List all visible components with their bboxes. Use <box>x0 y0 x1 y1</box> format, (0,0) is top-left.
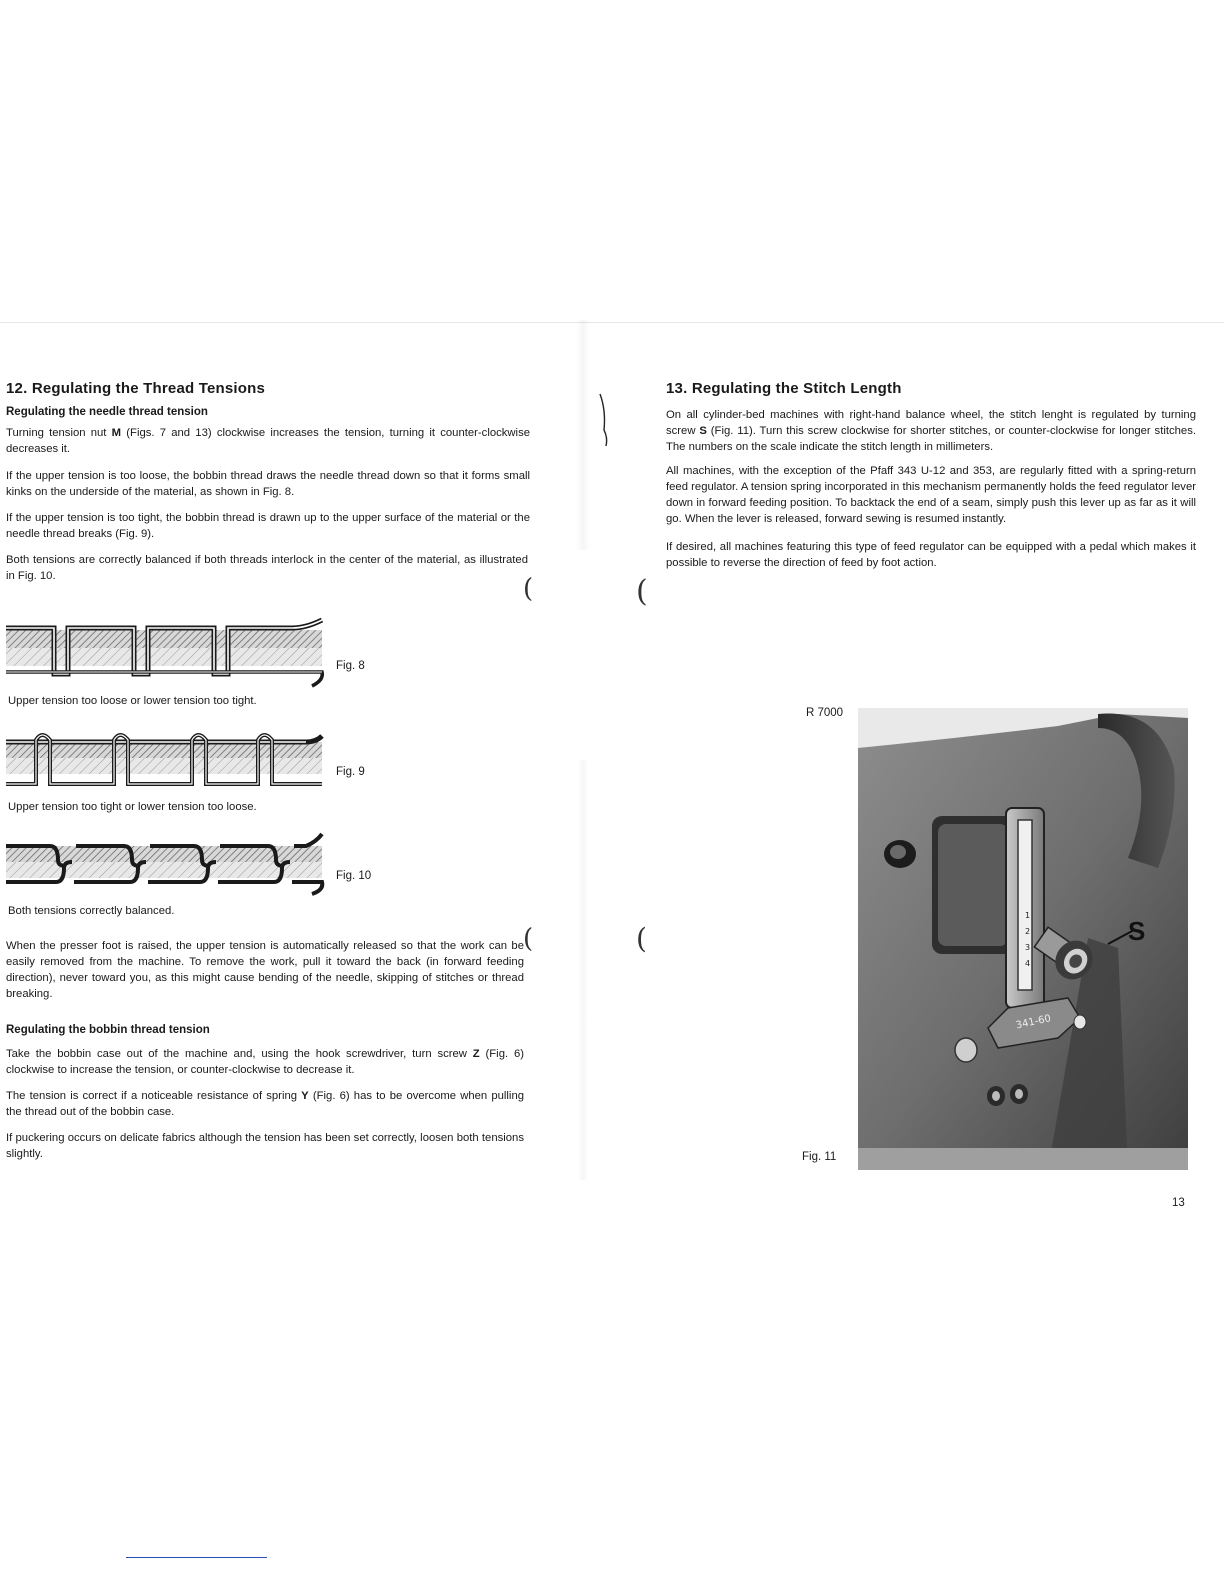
fig8-caption: Upper tension too loose or lower tension too tight. <box>8 695 257 707</box>
paragraph-upper-tight: If the upper tension is too tight, the bobbin thread is drawn up to the upper surface of the material or the needle thread breaks (Fig. 9). <box>6 512 530 540</box>
paragraph-puckering: If puckering occurs on delicate fabrics although the tension has been set correctly, loosen both tensions slightly. <box>6 1132 524 1160</box>
fig9-caption: Upper tension too tight or lower tension too loose. <box>8 801 257 813</box>
fig9-stitch-diagram <box>6 728 328 794</box>
paragraph-tension-nut: Turning tension nut M (Figs. 7 and 13) clockwise increases the tension, turning it counter-clockwise decreases it. <box>6 427 531 455</box>
fig9-label: Fig. 9 <box>336 766 365 778</box>
plate-number: 341-60 <box>1015 1013 1052 1032</box>
paragraph-feed-regulator: All machines, with the exception of the Pfaff 343 U-12 and 353, are regularly fitted with a spring-return feed regulator. A tension spring incorporated in this mechanism permanently holds the feed regulator lever down in forward feeding position. To backtack the end of a seam, simply push this lever up as far as it will go. When the lever is released, forward sewing is resumed instantly. <box>666 465 1196 525</box>
paragraph-upper-loose: If the upper tension is too loose, the bobbin thread draws the needle thread down so that it forms small kinks on the underside of the material, as shown in Fig. 8. <box>6 470 530 498</box>
right-page <box>666 380 1196 571</box>
left-section-title: 12. Regulating the Thread Tensions <box>6 380 266 397</box>
needle-tension-heading: Regulating the needle thread tension <box>6 406 208 418</box>
scale-number-3: 3 <box>1025 943 1031 952</box>
fig8-stitch-diagram <box>6 614 328 690</box>
scale-number-2: 2 <box>1025 927 1031 936</box>
photo-reference: R 7000 <box>806 707 844 719</box>
fig10-caption: Both tensions correctly balanced. <box>8 905 175 917</box>
scale-number-1: 1 <box>1025 911 1031 920</box>
paragraph-presser-foot: When the presser foot is raised, the upper tension is automatically released so that the work can be easily removed from the machine. To remove the work, pull it toward the back (in forward feeding direction), never toward you, as this might cause bending of the needle, skipping of stitches or thread breaking. <box>6 940 524 1000</box>
fig11-machine-photo <box>858 708 1188 1170</box>
margin-bracket-mark: ( <box>523 574 534 604</box>
callout-letter-s: S <box>1128 916 1146 946</box>
paragraph-spring-resistance: The tension is correct if a noticeable resistance of spring Y (Fig. 6) has to be overcome when pulling the thread out of the bobbin case. <box>6 1090 525 1118</box>
paragraph-stitch-screw: On all cylinder-bed machines with right-hand balance wheel, the stitch lenght is regulated by turning screw S (Fig. 11). Turn this screw clockwise for shorter stitches, or counter-clockwise for longer stitches. The numbers on the scale indicate the stitch length in millimeters. <box>666 409 1196 453</box>
fig10-label: Fig. 10 <box>336 870 372 882</box>
scale-number-4: 4 <box>1025 959 1031 968</box>
right-section-title: 13. Regulating the Stitch Length <box>666 380 902 397</box>
page-fold-shadow <box>576 320 590 550</box>
fig11-label: Fig. 11 <box>802 1151 837 1163</box>
paragraph-pedal: If desired, all machines featuring this type of feed regulator can be equipped with a pedal which makes it possible to reverse the direction of feed by foot action. <box>666 541 1196 569</box>
page-number: 13 <box>1172 1197 1185 1209</box>
paragraph-balanced: Both tensions are correctly balanced if both threads interlock in the center of the material, as illustrated in Fig. 10. <box>6 554 528 582</box>
bottom-underline <box>126 1557 267 1558</box>
top-edge-line <box>0 322 1224 323</box>
scan-mark <box>596 390 616 450</box>
margin-bracket-mark-3: ( <box>636 574 648 609</box>
fig10-stitch-diagram <box>6 832 328 896</box>
margin-bracket-mark-4: ( <box>636 922 647 955</box>
left-page <box>6 380 530 584</box>
paragraph-bobbin-screw: Take the bobbin case out of the machine and, using the hook screwdriver, turn screw Z (Fig. 6) clockwise to increase the tension, or counter-clockwise to decrease it. <box>6 1048 524 1076</box>
fig8-label: Fig. 8 <box>336 660 365 672</box>
bobbin-tension-heading: Regulating the bobbin thread tension <box>6 1024 210 1036</box>
page-fold-shadow-lower <box>578 760 588 1180</box>
margin-bracket-mark-2: ( <box>523 924 534 954</box>
left-page-lower <box>6 938 524 1162</box>
